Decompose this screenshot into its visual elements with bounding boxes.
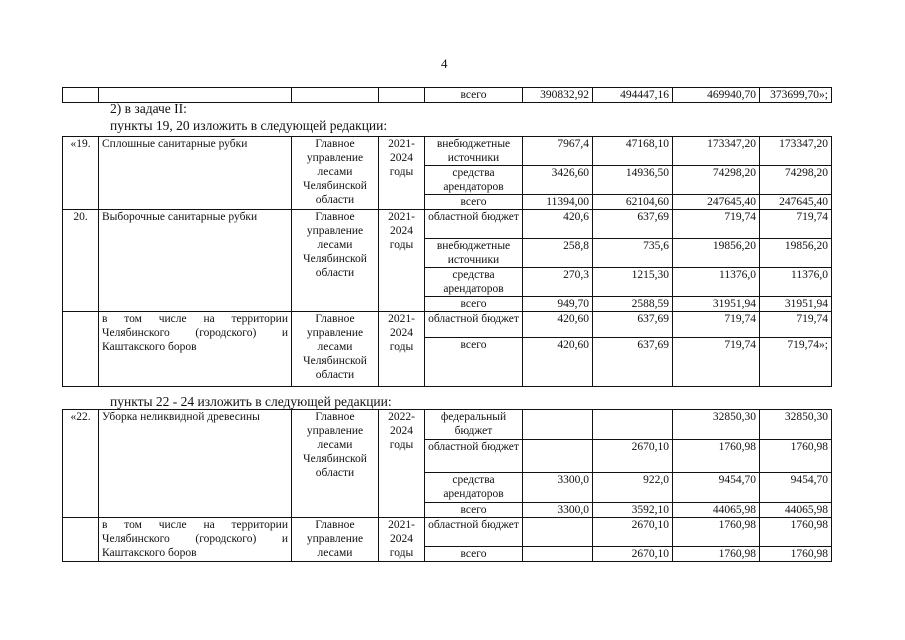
responsible-executor: Главное управление лесами Челябинской области (292, 410, 379, 518)
funding-source: областной бюджет (425, 440, 523, 473)
amount-year-2: 637,69 (593, 338, 673, 387)
funding-source: федеральный бюджет (425, 410, 523, 440)
responsible-executor: Главное управление лесами Челябинской области (292, 312, 379, 387)
funding-source: всего (425, 338, 523, 387)
responsible-executor: Главное управление лесами (292, 518, 379, 562)
period-years: 2021-2024 годы (379, 210, 425, 312)
total-cell: 494447,16 (593, 88, 673, 103)
period-years: 2021-2024 годы (379, 518, 425, 562)
amount-year-1 (523, 518, 593, 547)
amount-year-4: 1760,98 (760, 518, 832, 547)
amount-year-3: 719,74 (673, 210, 760, 239)
heading-items-19-20: пункты 19, 20 изложить в следующей редакции: (110, 118, 388, 133)
amount-year-4: 32850,30 (760, 410, 832, 440)
amount-year-2: 2588,59 (593, 297, 673, 312)
amount-year-3: 173347,20 (673, 137, 760, 166)
table-row (63, 312, 832, 338)
amount-year-3: 11376,0 (673, 268, 760, 297)
amount-year-1: 949,70 (523, 297, 593, 312)
table-row (63, 518, 832, 547)
amount-year-3: 9454,70 (673, 473, 760, 503)
amount-year-1: 3300,0 (523, 503, 593, 518)
amount-year-1: 7967,4 (523, 137, 593, 166)
amount-year-2 (593, 410, 673, 440)
amount-year-1: 420,60 (523, 338, 593, 387)
funding-source: внебюджетные источники (425, 239, 523, 268)
amount-year-3: 44065,98 (673, 503, 760, 518)
amount-year-3: 32850,30 (673, 410, 760, 440)
amount-year-1 (523, 440, 593, 473)
period-years: 2022-2024 годы (379, 410, 425, 518)
funding-source: всего (425, 503, 523, 518)
amount-year-3: 247645,40 (673, 195, 760, 210)
amount-year-3: 719,74 (673, 312, 760, 338)
amount-year-4: 719,74 (760, 210, 832, 239)
amount-year-2: 47168,10 (593, 137, 673, 166)
amount-year-1: 3426,60 (523, 166, 593, 195)
amount-year-4: 74298,20 (760, 166, 832, 195)
funding-source: внебюджетные источники (425, 137, 523, 166)
amount-year-2: 637,69 (593, 210, 673, 239)
page-number: 4 (441, 56, 448, 71)
amount-year-4: 719,74»; (760, 338, 832, 387)
amount-year-3: 1760,98 (673, 518, 760, 547)
amount-year-1: 11394,00 (523, 195, 593, 210)
amount-year-4: 31951,94 (760, 297, 832, 312)
item-number (63, 518, 99, 562)
amount-year-3: 1760,98 (673, 547, 760, 562)
program-table-items-22-24 (62, 409, 832, 562)
amount-year-1: 270,3 (523, 268, 593, 297)
funding-source: всего (425, 547, 523, 562)
amount-year-1: 420,6 (523, 210, 593, 239)
item-number: «22. (63, 410, 99, 518)
amount-year-3: 1760,98 (673, 440, 760, 473)
measure-name: в том числе на территории Челябинского (городского) и Каштакского боров (99, 518, 292, 562)
amount-year-1 (523, 547, 593, 562)
measure-name: Уборка неликвидной древесины (99, 410, 292, 518)
funding-source: средства арендаторов (425, 268, 523, 297)
responsible-executor: Главное управление лесами Челябинской области (292, 210, 379, 312)
table-row (63, 410, 832, 440)
item-number: «19. (63, 137, 99, 210)
item-number: 20. (63, 210, 99, 312)
amount-year-4: 1760,98 (760, 440, 832, 473)
funding-source: всего (425, 195, 523, 210)
amount-year-4: 11376,0 (760, 268, 832, 297)
measure-name: Сплошные санитарные рубки (99, 137, 292, 210)
amount-year-4: 9454,70 (760, 473, 832, 503)
heading-items-22-24: пункты 22 - 24 изложить в следующей редакции: (110, 394, 392, 409)
funding-source: областной бюджет (425, 210, 523, 239)
amount-year-4: 1760,98 (760, 547, 832, 562)
program-table-items-19-20 (62, 136, 832, 387)
amount-year-4: 19856,20 (760, 239, 832, 268)
total-cell (63, 88, 99, 103)
amount-year-2: 14936,50 (593, 166, 673, 195)
table-row (63, 210, 832, 239)
responsible-executor: Главное управление лесами Челябинской области (292, 137, 379, 210)
measure-name: Выборочные санитарные рубки (99, 210, 292, 312)
funding-source: средства арендаторов (425, 473, 523, 503)
amount-year-2: 3592,10 (593, 503, 673, 518)
amount-year-2: 62104,60 (593, 195, 673, 210)
heading-zadacha: 2) в задаче II: (110, 101, 187, 116)
amount-year-3: 74298,20 (673, 166, 760, 195)
amount-year-4: 173347,20 (760, 137, 832, 166)
funding-source: всего (425, 88, 523, 103)
total-cell (292, 88, 379, 103)
amount-year-2: 922,0 (593, 473, 673, 503)
total-cell (379, 88, 425, 103)
funding-source: областной бюджет (425, 312, 523, 338)
amount-year-3: 719,74 (673, 338, 760, 387)
total-cell: 373699,70»; (760, 88, 832, 103)
amount-year-1 (523, 410, 593, 440)
total-cell: 390832,92 (523, 88, 593, 103)
funding-source: средства арендаторов (425, 166, 523, 195)
amount-year-1: 258,8 (523, 239, 593, 268)
table-row (63, 137, 832, 166)
period-years: 2021-2024 годы (379, 312, 425, 387)
item-number (63, 312, 99, 387)
amount-year-2: 2670,10 (593, 518, 673, 547)
funding-source: всего (425, 297, 523, 312)
funding-source: областной бюджет (425, 518, 523, 547)
amount-year-1: 3300,0 (523, 473, 593, 503)
amount-year-4: 247645,40 (760, 195, 832, 210)
amount-year-2: 637,69 (593, 312, 673, 338)
amount-year-2: 2670,10 (593, 440, 673, 473)
total-cell: 469940,70 (673, 88, 760, 103)
measure-name: в том числе на территории Челябинского (городского) и Каштакского боров (99, 312, 292, 387)
amount-year-1: 420,60 (523, 312, 593, 338)
amount-year-2: 735,6 (593, 239, 673, 268)
amount-year-4: 44065,98 (760, 503, 832, 518)
amount-year-2: 1215,30 (593, 268, 673, 297)
amount-year-4: 719,74 (760, 312, 832, 338)
amount-year-3: 31951,94 (673, 297, 760, 312)
period-years: 2021-2024 годы (379, 137, 425, 210)
amount-year-3: 19856,20 (673, 239, 760, 268)
amount-year-2: 2670,10 (593, 547, 673, 562)
